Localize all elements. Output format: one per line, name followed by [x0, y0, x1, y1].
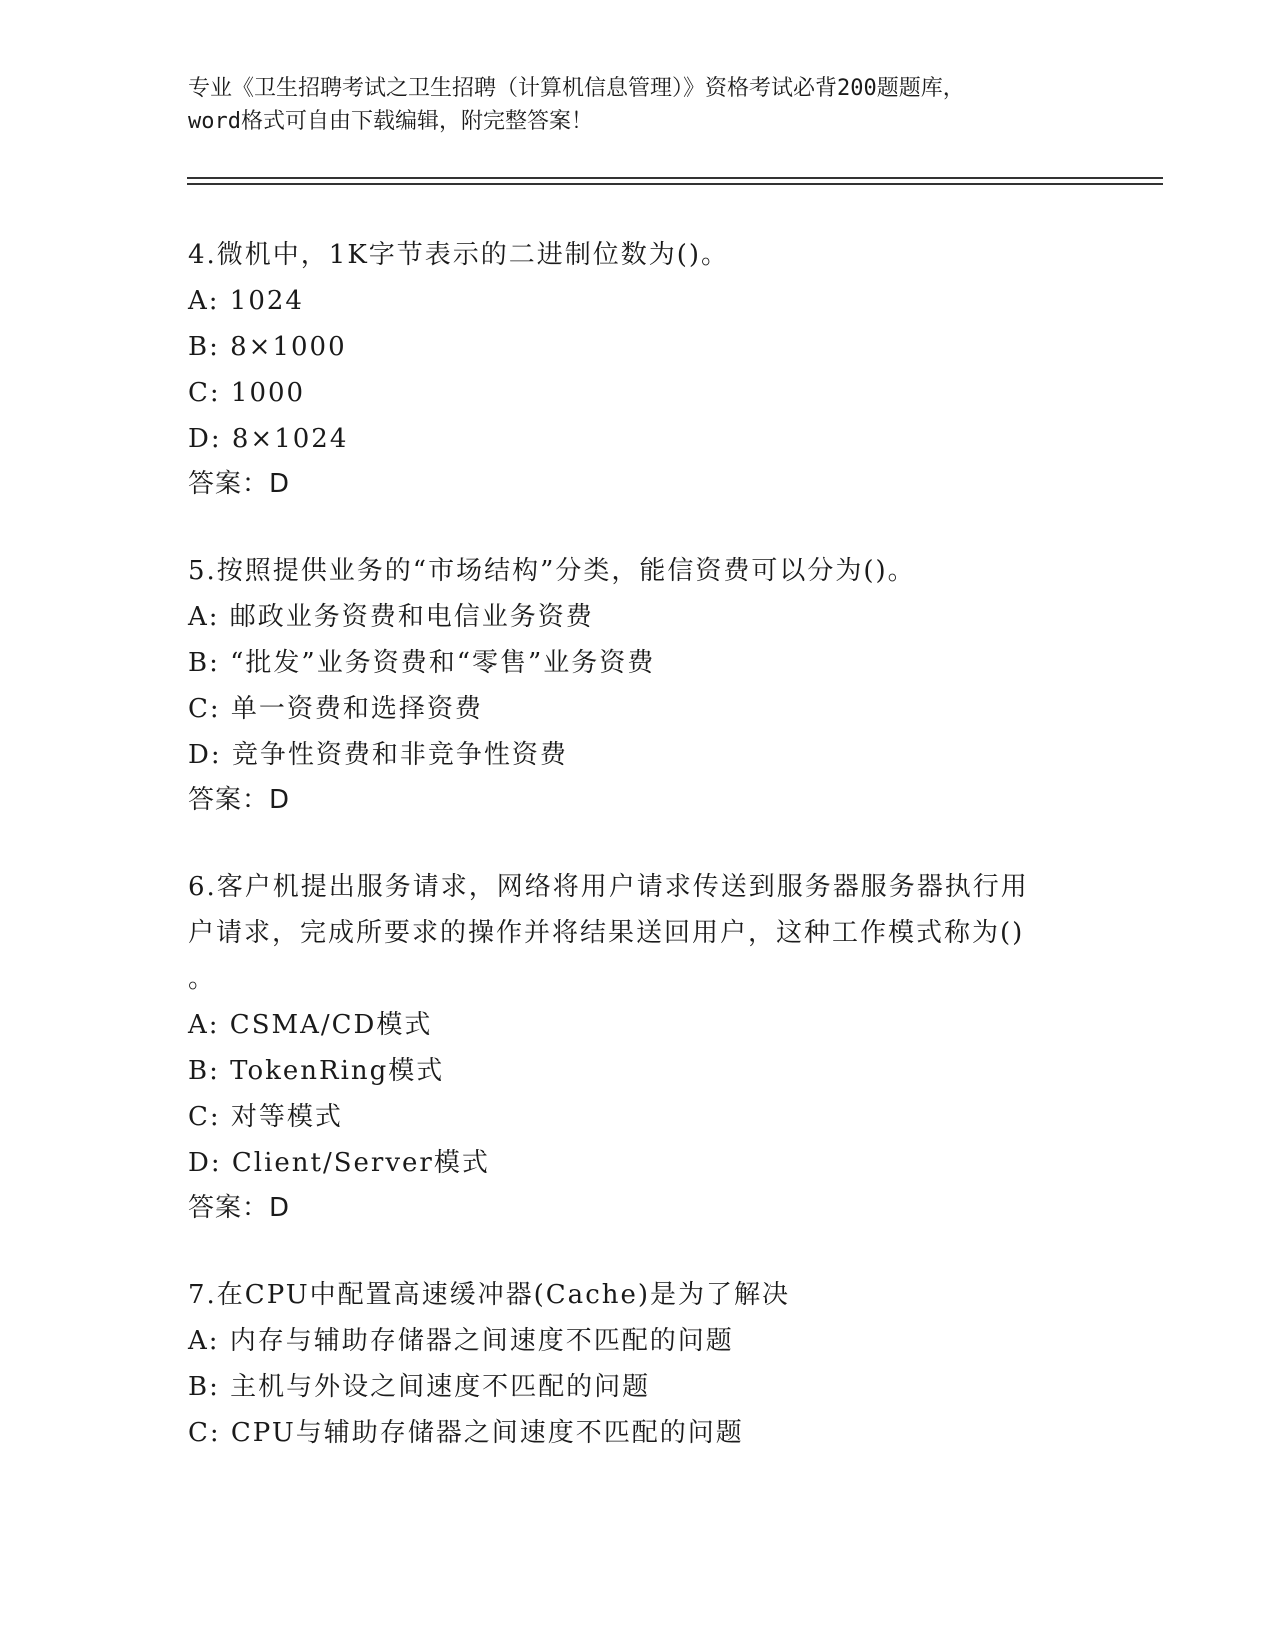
question-text-line-1: 6.客户机提出服务请求，网络将用户请求传送到服务器服务器执行用: [188, 872, 1029, 902]
question-4: [188, 232, 1088, 506]
option-c: C: 单一资费和选择资费: [188, 694, 483, 724]
document-header: [188, 72, 1088, 138]
answer: 答案：D: [188, 469, 291, 499]
question-5: [188, 548, 1088, 822]
option-c: C: 1000: [188, 378, 306, 408]
option-d: D: 竞争性资费和非竞争性资费: [188, 740, 568, 770]
option-b: B: “批发”业务资费和“零售”业务资费: [188, 648, 656, 678]
option-a: A: CSMA/CD模式: [188, 1010, 433, 1040]
option-b: B: 8×1000: [188, 332, 347, 362]
option-a: A: 邮政业务资费和电信业务资费: [188, 602, 594, 632]
question-text: 7.在CPU中配置高速缓冲器(Cache)是为了解决: [188, 1280, 791, 1310]
header-divider-top: [187, 177, 1163, 179]
option-b: B: TokenRing模式: [188, 1056, 445, 1086]
question-list: [188, 232, 1088, 1498]
question-text-line-3: 。: [188, 964, 217, 994]
option-d: D: Client/Server模式: [188, 1148, 490, 1178]
option-c: C: 对等模式: [188, 1102, 343, 1132]
question-text-line-2: 户请求，完成所要求的操作并将结果送回用户，这种工作模式称为(): [188, 918, 1025, 948]
option-a: A: 1024: [188, 286, 304, 316]
question-text: 5.按照提供业务的“市场结构”分类，能信资费可以分为()。: [188, 556, 916, 586]
question-7: [188, 1272, 1088, 1456]
option-c: C: CPU与辅助存储器之间速度不匹配的问题: [188, 1418, 744, 1448]
option-b: B: 主机与外设之间速度不匹配的问题: [188, 1372, 651, 1402]
header-line-2: word格式可自由下载编辑，附完整答案！: [188, 109, 593, 134]
option-d: D: 8×1024: [188, 424, 349, 454]
question-6: [188, 864, 1088, 1230]
header-divider-bottom: [187, 183, 1163, 185]
question-text: 4.微机中，1K字节表示的二进制位数为()。: [188, 240, 730, 270]
option-a: A: 内存与辅助存储器之间速度不匹配的问题: [188, 1326, 734, 1356]
answer: 答案：D: [188, 1193, 291, 1223]
header-line-1: 专业《卫生招聘考试之卫生招聘（计算机信息管理）》资格考试必背200题题库，: [188, 76, 965, 101]
answer: 答案：D: [188, 785, 291, 815]
